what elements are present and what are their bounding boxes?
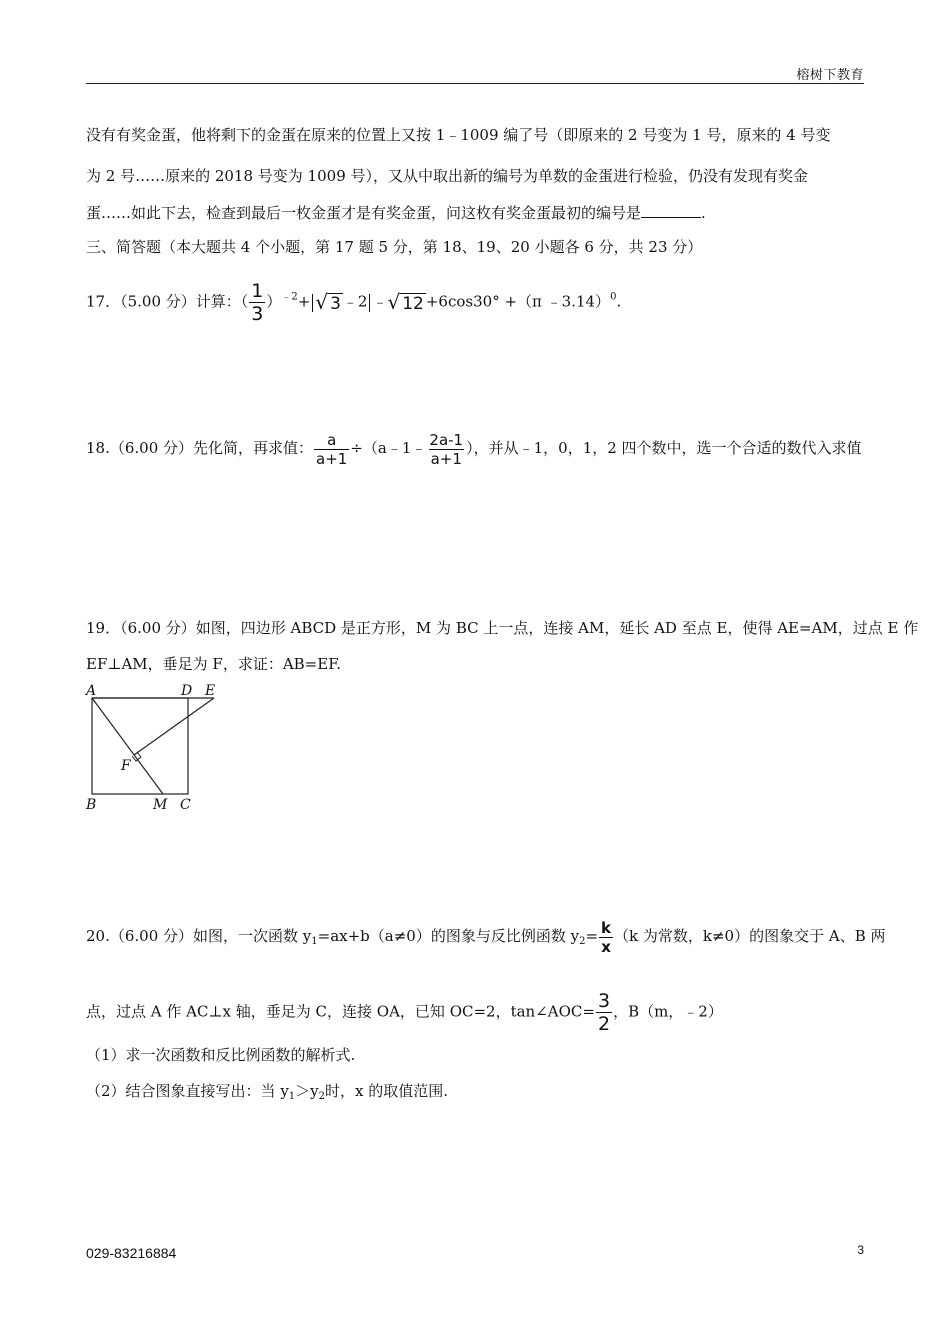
q17-exponent-0: 0 [610,291,617,303]
q18-fraction-1 [314,431,349,468]
segment-am [92,698,163,794]
q18-frac1-num: a [327,430,337,449]
footer-phone: 029-83216884 [86,1245,177,1261]
q20-part-2-suffix: 时，x 的取值范围. [325,1082,449,1100]
q20-sub-1: 1 [311,936,318,947]
q18-line [86,428,862,468]
header-rule [86,83,864,84]
q17-line [86,280,621,325]
q20-frac-den: x [601,937,611,956]
q18-div: ÷（a﹣1﹣ [350,439,427,457]
q18-frac2-den: a+1 [430,449,462,468]
square-abcd [92,698,188,794]
q20-part-1: （1）求一次函数和反比例函数的解析式. [86,1046,356,1064]
q17-frac-den: 3 [251,303,264,325]
q20-tan-num: 3 [597,990,611,1012]
q20-part-2-prefix: （2）结合图象直接写出：当 y [86,1082,289,1100]
q20-line-2 [86,990,723,1035]
q20-tan-den: 2 [597,1013,611,1035]
q20-prefix: 20.（6.00 分）如图，一次函数 y [86,927,312,945]
q17-minus2: ﹣2 [342,292,368,311]
q17-frac-num: 1 [251,280,264,302]
q20-part-2-mid: ＞y [295,1082,319,1100]
q17-plus: + [297,292,311,311]
answer-blank[interactable] [641,203,701,218]
q20-suffix: （k 为常数，k≠0）的图象交于 A、B 两 [614,927,886,945]
q20-line-2-suffix: ，B（m，﹣2） [613,1002,723,1021]
q20-sub-2: 2 [579,936,586,947]
q19-line-1: 19．（6.00 分）如图，四边形 ABCD 是正方形，M 为 BC 上一点，连接 AM，延长 AD 至点 E，使得 AE=AM，过点 E 作 [86,619,919,637]
q17-exponent: ﹣2 [281,291,298,303]
q17-end: . [616,292,622,311]
q17-sqrt12: √ 12 [387,289,424,314]
label-m: M [153,797,168,813]
q17-close-paren: ） [266,292,282,311]
q17-prefix: 17．（5.00 分）计算：（ [86,292,249,311]
q16-line-1: 没有有奖金蛋，他将剩下的金蛋在原来的位置上又按 1﹣1009 编了号（即原来的 2 号变为 1 号，原来的 4 号变 [86,126,831,144]
q20-part-2-sub-2: 2 [318,1091,326,1102]
q17-sqrt12-arg: 12 [402,293,424,314]
q17-rest: +6cos30° +（π ﹣3.14） [425,292,611,311]
q18-frac1-den: a+1 [316,449,348,468]
abs-bar-left [312,294,313,312]
segment-ef [134,698,214,755]
q18-suffix: ），并从﹣1，0，1，2 四个数中，选一个合适的数代入求值 [466,439,862,457]
label-f: F [121,758,131,774]
label-b: B [86,797,97,813]
q20-line-1 [86,916,885,962]
abs-bar-right [369,294,370,312]
q17-minus: ﹣ [372,292,388,311]
q17-sqrt3-arg: 3 [330,293,341,314]
label-e: E [205,683,216,699]
q20-part-2-sub-1: 1 [288,1091,296,1102]
q16-line-3-text: 蛋……如此下去，检查到最后一枚金蛋才是有奖金蛋，问这枚有奖金蛋最初的编号是 [86,204,642,222]
q17-sqrt3: √ 3 [315,289,341,314]
square-figure [84,682,234,814]
label-c: C [180,797,191,813]
q16-line-3-end: . [701,204,706,222]
label-a: A [86,683,97,699]
q17-fraction [249,280,265,325]
q20-fraction-kx [599,919,613,956]
q20-line-2-prefix: 点，过点 A 作 AC⊥x 轴，垂足为 C，连接 OA，已知 OC=2，tan∠AOC= [86,1002,595,1021]
q20-frac-num: k [601,918,612,937]
q20-mid-1: =ax+b（a≠0）的图象与反比例函数 y [317,927,580,945]
q20-eq: = [585,927,599,945]
q18-prefix: 18.（6.00 分）先化简，再求值： [86,439,314,457]
q16-line-3 [86,202,706,224]
q18-fraction-2 [427,431,465,468]
q20-fraction-tan [596,990,612,1035]
label-d: D [181,683,193,699]
section-heading: 三、简答题（本大题共 4 个小题，第 17 题 5 分，第 18、19、20 小题各 6 分，共 23 分） [86,238,703,256]
q16-line-2: 为 2 号……原来的 2018 号变为 1009 号），又从中取出新的编号为单数的金蛋进行检验，仍没有发现有奖金 [86,167,809,185]
q20-part-2 [86,1080,448,1108]
page-number: 3 [857,1243,864,1257]
header-brand: 榕树下教育 [796,68,864,83]
q19-line-2: EF⊥AM，垂足为 F，求证：AB=EF. [86,655,342,673]
q18-frac2-num: 2a-1 [429,430,464,449]
